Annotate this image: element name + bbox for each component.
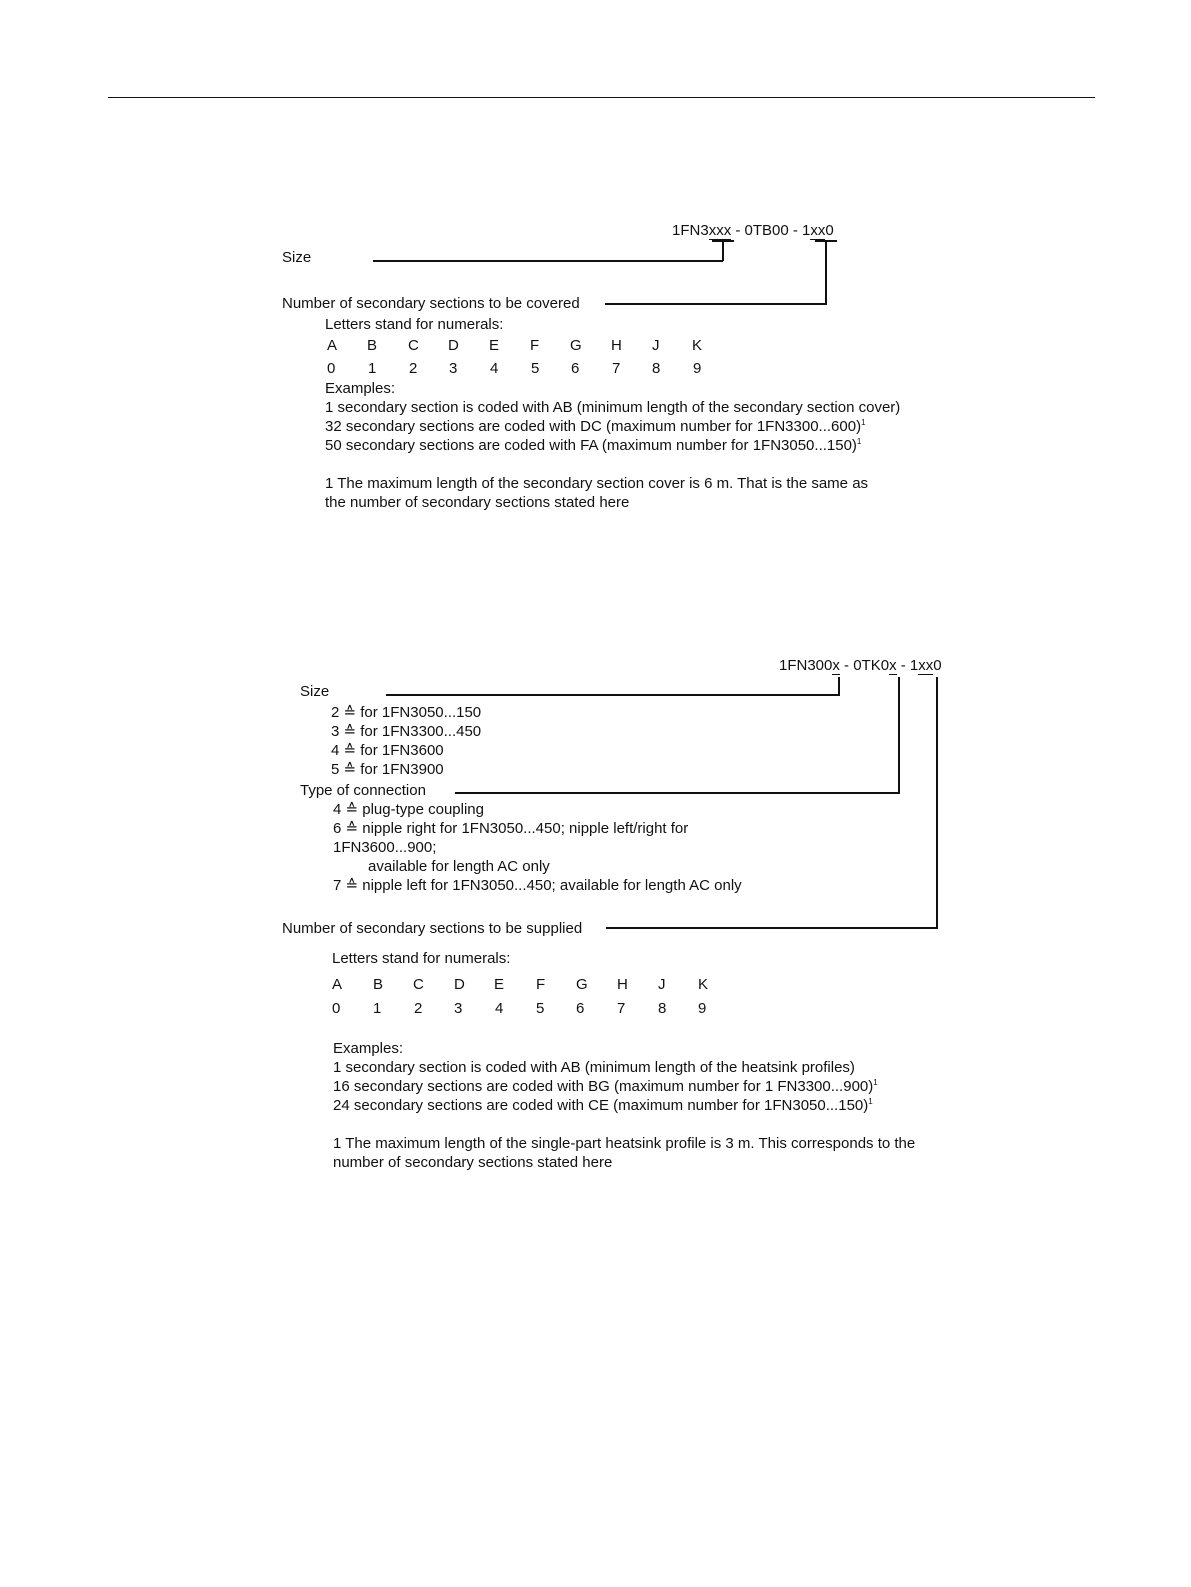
connection-option: 6 ≙ nipple right for 1FN3050...450; nipple left/right for (333, 820, 689, 837)
letter: F (530, 337, 540, 354)
size-connector-h (386, 694, 839, 696)
numeral: 3 (454, 1000, 463, 1017)
example-line: 1 secondary section is coded with AB (minimum length of the heatsink profiles) (333, 1059, 855, 1076)
numeral: 7 (612, 360, 621, 377)
connection-connector-v (898, 677, 900, 794)
sections-connector-v (825, 241, 827, 305)
example-line: 50 secondary sections are coded with FA (maximum number for 1FN3050...150)$^1$ (325, 437, 862, 454)
size-bracket-top (712, 240, 734, 242)
connection-label: Type of connection (300, 782, 426, 799)
examples-label: Examples: (333, 1040, 404, 1057)
connection-connector-h (455, 792, 899, 794)
letter: B (367, 337, 378, 354)
footnote: number of secondary sections stated here (333, 1154, 613, 1171)
letter: C (413, 976, 424, 993)
letter: C (408, 337, 419, 354)
numeral: 0 (327, 360, 336, 377)
numeral: 5 (531, 360, 540, 377)
numeral: 9 (698, 1000, 707, 1017)
footnote: 1 The maximum length of the single-part heatsink profile is 3 m. This corresponds to the (333, 1135, 916, 1152)
sections-connector-h (606, 927, 937, 929)
size-option: 2 ≙ for 1FN3050...150 (331, 704, 482, 721)
order-code: 1FN3xxx - 0TB00 - 1xx0 (672, 222, 834, 239)
letter: J (652, 337, 660, 354)
connection-option: 4 ≙ plug-type coupling (333, 801, 484, 818)
letters-label: Letters stand for numerals: (325, 316, 504, 333)
examples-label: Examples: (325, 380, 396, 397)
letter: F (536, 976, 546, 993)
sections-label: Number of secondary sections to be covered (282, 295, 580, 312)
sections-connector-h (605, 303, 826, 305)
numeral: 5 (536, 1000, 545, 1017)
letter: E (489, 337, 500, 354)
letter: A (332, 976, 343, 993)
size-connector-h (373, 260, 723, 262)
connection-option: 7 ≙ nipple left for 1FN3050...450; available for length AC only (333, 877, 742, 894)
footnote: the number of secondary sections stated here (325, 494, 630, 511)
letter: A (327, 337, 338, 354)
size-option: 4 ≙ for 1FN3600 (331, 742, 444, 759)
letter: H (617, 976, 628, 993)
size-label: Size (300, 683, 330, 700)
header-rule (108, 97, 1095, 98)
sections-bracket-top (815, 240, 837, 242)
connection-option: available for length AC only (368, 858, 550, 875)
sections-connector-v (936, 677, 938, 929)
numeral: 1 (373, 1000, 382, 1017)
numeral: 6 (576, 1000, 585, 1017)
example-line: 1 secondary section is coded with AB (minimum length of the secondary section cover) (325, 399, 901, 416)
connection-option: 1FN3600...900; (333, 839, 437, 856)
numeral: 8 (652, 360, 661, 377)
numeral: 1 (368, 360, 377, 377)
numeral: 6 (571, 360, 580, 377)
letter: G (576, 976, 588, 993)
letter: E (494, 976, 505, 993)
letter: K (698, 976, 709, 993)
numeral: 2 (414, 1000, 423, 1017)
size-option: 5 ≙ for 1FN3900 (331, 761, 444, 778)
letter: G (570, 337, 582, 354)
size-option: 3 ≙ for 1FN3300...450 (331, 723, 482, 740)
letter: D (454, 976, 465, 993)
example-line: 32 secondary sections are coded with DC (maximum number for 1FN3300...600)$^1$ (325, 418, 866, 435)
size-connector-v (722, 241, 724, 261)
letter: J (658, 976, 666, 993)
size-label: Size (282, 249, 312, 266)
size-connector-v (838, 677, 840, 696)
letter: B (373, 976, 384, 993)
numeral: 7 (617, 1000, 626, 1017)
letter: H (611, 337, 622, 354)
order-code: 1FN300x - 0TK0x - 1xx0 (779, 657, 942, 674)
numeral: 0 (332, 1000, 341, 1017)
numeral: 8 (658, 1000, 667, 1017)
numeral: 4 (495, 1000, 504, 1017)
example-line: 16 secondary sections are coded with BG (maximum number for 1 FN3300...900)$^1$ (333, 1078, 878, 1095)
numeral: 9 (693, 360, 702, 377)
numeral: 2 (409, 360, 418, 377)
example-line: 24 secondary sections are coded with CE (maximum number for 1FN3050...150)$^1$ (333, 1097, 873, 1114)
sections-label: Number of secondary sections to be supplied (282, 920, 583, 937)
letter: K (692, 337, 703, 354)
numeral: 4 (490, 360, 499, 377)
numeral: 3 (449, 360, 458, 377)
letters-label: Letters stand for numerals: (332, 950, 511, 967)
footnote: 1 The maximum length of the secondary section cover is 6 m. That is the same as (325, 475, 869, 492)
letter: D (448, 337, 459, 354)
